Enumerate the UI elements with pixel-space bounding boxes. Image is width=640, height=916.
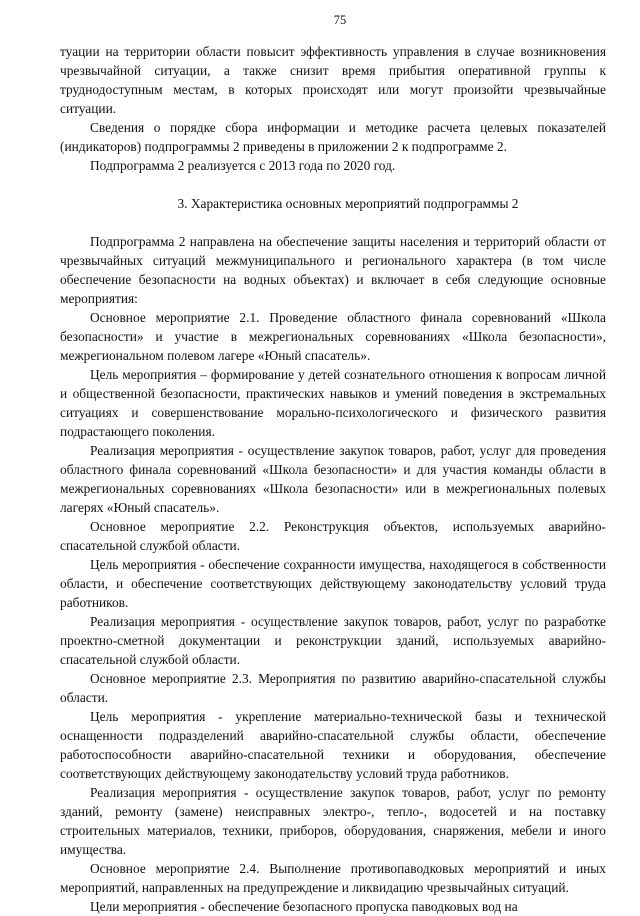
paragraph-goal-2-1: Цель мероприятия – формирование у детей сознательного отношения к вопросам личной и общественной безопасности, практических навыков и умений поведения в экстремальных ситуациях и совершенствование морально-психологического и физического развития подрастающего поколения. [60,367,606,439]
paragraph-continuation: туации на территории области повысит эффективность управления в случае возникновения чрезвычайной ситуации, а также снизит время прибытия оперативной группы к труднодоступным местам, в которых происходят или могут произойти чрезвычайные ситуации. [60,44,606,116]
paragraph-subprogram-scope: Подпрограмма 2 направлена на обеспечение защиты населения и территорий области от чрезвычайных ситуаций межмуниципального и регионального характера (в том числе обеспечение безопасности на водных объектах) и включает в себя следующие основные мероприятия: [60,234,606,306]
paragraph-measure-2-1: Основное мероприятие 2.1. Проведение областного финала соревнований «Школа безопасности» и участие в межрегиональных соревнованиях «Школа безопасности», межрегиональном полевом лагере «Юный спасатель». [60,310,606,363]
page-number: 75 [333,13,347,27]
document-page [60,12,606,916]
paragraph-measure-2-3: Основное мероприятие 2.3. Мероприятия по развитию аварийно-спасательной службы области. [60,671,606,705]
paragraph-goal-2-3: Цель мероприятия - укрепление материально-технической базы и технической оснащенности подразделений аварийно-спасательной службы области, обеспечение работоспособности аварийно-спасательной техники и оборудования, обеспечение соответствующих действующему законодательству условий труда работников. [60,709,606,781]
paragraph-goal-2-4: Цели мероприятия - обеспечение безопасного пропуска паводковых вод на [90,899,518,914]
section-heading: 3. Характеристика основных мероприятий подпрограммы 2 [177,196,519,211]
paragraph-realization-2-1: Реализация мероприятия - осуществление закупок товаров, работ, услуг для проведения областного финала соревнований «Школа безопасности» и для участия команды области в межрегиональных соревнованиях «Школа безопасности» или в межрегиональных полевых лагерях «Юный спасатель». [60,443,606,515]
paragraph-realization-2-2: Реализация мероприятия - осуществление закупок товаров, работ, услуг по разработке проектно-сметной документации и реконструкции зданий, используемых аварийно-спасательной службой области. [60,614,606,667]
paragraph-realization-2-3: Реализация мероприятия - осуществление закупок товаров, работ, услуг по ремонту зданий, ремонту (замене) неисправных электро-, тепло-, водосетей и на поставку строительных материалов, техники, приборов, оборудования, снаряжения, мебели и иного имущества. [60,785,606,857]
paragraph-goal-2-2: Цель мероприятия - обеспечение сохранности имущества, находящегося в собственности области, и обеспечение соответствующих действующему законодательству условий труда работников. [60,557,606,610]
paragraph-implementation-period: Подпрограмма 2 реализуется с 2013 года по 2020 год. [90,158,396,173]
paragraph-measure-2-4: Основное мероприятие 2.4. Выполнение противопаводковых мероприятий и иных мероприятий, направленных на предупреждение и ликвидацию чрезвычайных ситуаций. [60,861,606,895]
paragraph-indicators-info: Сведения о порядке сбора информации и методике расчета целевых показателей (индикаторов) подпрограммы 2 приведены в приложении 2 к подпрограмме 2. [60,120,606,154]
paragraph-measure-2-2: Основное мероприятие 2.2. Реконструкция объектов, используемых аварийно-спасательной службой области. [60,519,606,553]
